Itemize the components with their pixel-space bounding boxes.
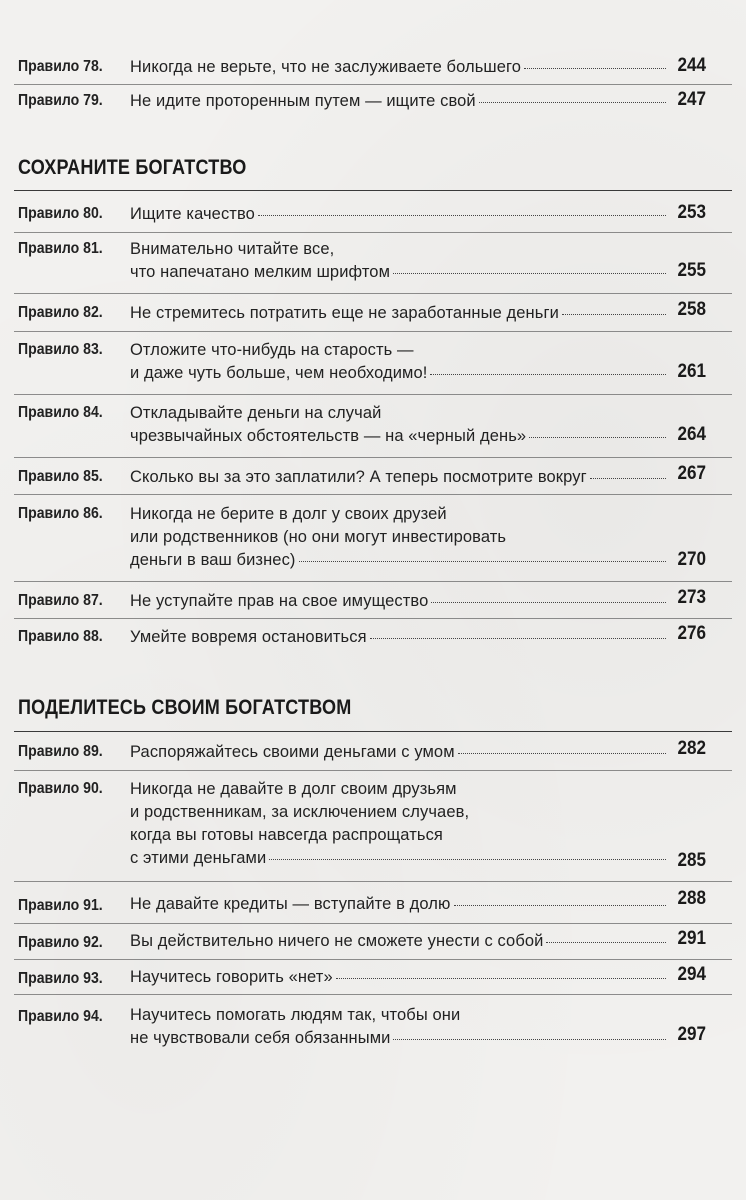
- rule-title: Никогда не давайте в долг своим друзьям и родственникам, за исключением случаев, когда вы готовы навсегда распрощаться с этими деньгами: [130, 778, 670, 870]
- page-number: 247: [677, 89, 706, 110]
- entry-divider: [14, 394, 732, 395]
- dot-leader: [370, 638, 666, 639]
- rule-title: Сколько вы за это заплатили? А теперь посмотрите вокруг: [130, 466, 670, 489]
- dot-leader: [430, 374, 666, 375]
- entry-divider: [14, 331, 732, 332]
- dot-leader: [454, 905, 666, 906]
- dot-leader: [546, 942, 666, 943]
- rule-label: Правило 89.: [18, 743, 103, 760]
- entry-divider: [14, 581, 732, 582]
- entry-divider: [14, 618, 732, 619]
- rule-label: Правило 92.: [18, 934, 103, 951]
- rule-label: Правило 83.: [18, 341, 103, 358]
- dot-leader: [431, 602, 666, 603]
- page-number: 264: [677, 424, 706, 445]
- rule-label: Правило 85.: [18, 468, 103, 485]
- page-number: 267: [677, 463, 706, 484]
- dot-leader: [393, 1039, 666, 1040]
- section-rule: [14, 731, 732, 732]
- entry-divider: [14, 881, 732, 882]
- entry-divider: [14, 84, 732, 85]
- page-number: 255: [677, 260, 706, 281]
- page-number: 253: [677, 202, 706, 223]
- dot-leader: [529, 437, 666, 438]
- entry-divider: [14, 770, 732, 771]
- entry-divider: [14, 923, 732, 924]
- entry-divider: [14, 232, 732, 233]
- dot-leader: [393, 273, 666, 274]
- dot-leader: [269, 859, 666, 860]
- rule-title: Внимательно читайте все, что напечатано мелким шрифтом: [130, 238, 670, 284]
- rule-label: Правило 87.: [18, 592, 103, 609]
- rule-title: Никогда не верьте, что не заслуживаете большего: [130, 56, 670, 79]
- rule-label: Правило 79.: [18, 92, 103, 109]
- rule-label: Правило 91.: [18, 897, 103, 914]
- page-number: 297: [677, 1024, 706, 1045]
- rule-label: Правило 93.: [18, 970, 103, 987]
- rule-title: Не уступайте прав на свое имущество: [130, 590, 670, 613]
- rule-title: Научитесь помогать людям так, чтобы они не чувствовали себя обязанными: [130, 1004, 670, 1050]
- section-rule: [14, 190, 732, 191]
- section-title-share-wealth: ПОДЕЛИТЕСЬ СВОИМ БОГАТСТВОМ: [18, 696, 352, 719]
- dot-leader: [458, 753, 666, 754]
- rule-title: Откладывайте деньги на случай чрезвычайных обстоятельств — на «черный день»: [130, 402, 670, 448]
- rule-title: Умейте вовремя остановиться: [130, 626, 670, 649]
- page-number: 258: [677, 299, 706, 320]
- entry-divider: [14, 293, 732, 294]
- rule-title: Распоряжайтесь своими деньгами с умом: [130, 741, 670, 764]
- section-title-preserve-wealth: СОХРАНИТЕ БОГАТСТВО: [18, 156, 247, 179]
- dot-leader: [524, 68, 666, 69]
- rule-title: Никогда не берите в долг у своих друзей или родственников (но они могут инвестировать деньги в ваш бизнес): [130, 503, 670, 572]
- rule-label: Правило 78.: [18, 58, 103, 75]
- dot-leader: [258, 215, 666, 216]
- rule-label: Правило 94.: [18, 1008, 103, 1025]
- entry-divider: [14, 457, 732, 458]
- rule-title: Отложите что-нибудь на старость — и даже чуть больше, чем необходимо!: [130, 339, 670, 385]
- rule-label: Правило 81.: [18, 240, 103, 257]
- entry-divider: [14, 959, 732, 960]
- entry-divider: [14, 494, 732, 495]
- page-number: 291: [677, 928, 706, 949]
- dot-leader: [299, 561, 666, 562]
- rule-title: Научитесь говорить «нет»: [130, 966, 670, 989]
- page-number: 270: [677, 549, 706, 570]
- rule-title: Вы действительно ничего не сможете унести с собой: [130, 930, 670, 953]
- rule-label: Правило 80.: [18, 205, 103, 222]
- rule-title: Не давайте кредиты — вступайте в долю: [130, 893, 670, 916]
- rule-label: Правило 90.: [18, 780, 103, 797]
- entry-divider: [14, 994, 732, 995]
- dot-leader: [336, 978, 666, 979]
- rule-label: Правило 88.: [18, 628, 103, 645]
- page-number: 285: [677, 850, 706, 871]
- page-number: 244: [677, 55, 706, 76]
- dot-leader: [590, 478, 666, 479]
- page-number: 294: [677, 964, 706, 985]
- rule-title: Не идите проторенным путем — ищите свой: [130, 90, 670, 113]
- dot-leader: [479, 102, 666, 103]
- page-number: 282: [677, 738, 706, 759]
- page-number: 276: [677, 623, 706, 644]
- dot-leader: [562, 314, 666, 315]
- rule-title: Ищите качество: [130, 203, 670, 226]
- page-number: 273: [677, 587, 706, 608]
- rule-label: Правило 86.: [18, 505, 103, 522]
- rule-label: Правило 82.: [18, 304, 103, 321]
- page-number: 261: [677, 361, 706, 382]
- rule-label: Правило 84.: [18, 404, 103, 421]
- page-number: 288: [677, 888, 706, 909]
- rule-title: Не стремитесь потратить еще не заработанные деньги: [130, 302, 670, 325]
